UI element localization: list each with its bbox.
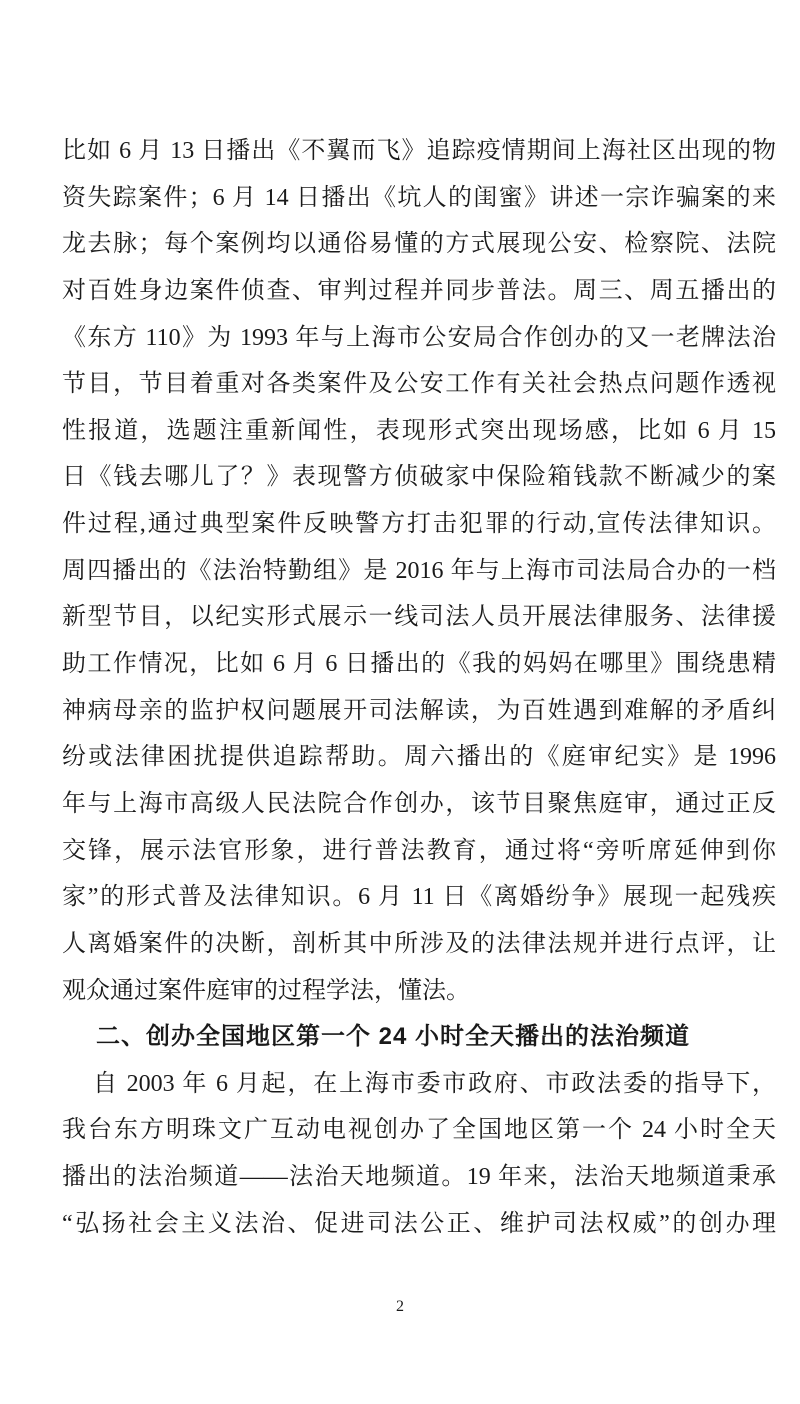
text-line: 我台东方明珠文广互动电视创办了全国地区第一个 24 小时全天 bbox=[62, 1117, 776, 1144]
text-line: 《东方 110》为 1993 年与上海市公安局合作创办的又一老牌法治 bbox=[62, 324, 776, 351]
text-line: 性报道，选题注重新闻性，表现形式突出现场感，比如 6 月 15 bbox=[62, 417, 776, 444]
text-line: 资失踪案件；6 月 14 日播出《坑人的闺蜜》讲述一宗诈骗案的来 bbox=[62, 184, 776, 211]
text-line: 自 2003 年 6 月起，在上海市委市政府、市政法委的指导下， bbox=[93, 1070, 776, 1097]
page-number: 2 bbox=[396, 1298, 404, 1315]
text-line: 年与上海市高级人民法院合作创办，该节目聚焦庭审，通过正反 bbox=[62, 790, 776, 817]
text-line: 龙去脉；每个案例均以通俗易懂的方式展现公安、检察院、法院 bbox=[62, 231, 776, 258]
text-line: 对百姓身边案件侦查、审判过程并同步普法。周三、周五播出的 bbox=[62, 277, 776, 304]
text-line: 纷或法律困扰提供追踪帮助。周六播出的《庭审纪实》是 1996 bbox=[62, 744, 776, 771]
text-line: 助工作情况，比如 6 月 6 日播出的《我的妈妈在哪里》围绕患精 bbox=[62, 651, 776, 678]
text-line: 日《钱去哪儿了？》表现警方侦破家中保险箱钱款不断减少的案 bbox=[62, 464, 776, 491]
text-block bbox=[62, 128, 776, 1247]
text-line: 比如 6 月 13 日播出《不翼而飞》追踪疫情期间上海社区出现的物 bbox=[62, 138, 776, 164]
text-line: 新型节目，以纪实形式展示一线司法人员开展法律服务、法律援 bbox=[62, 604, 776, 631]
section-heading: 二、创办全国地区第一个 24 小时全天播出的法治频道 bbox=[96, 1023, 691, 1051]
text-line: 件过程,通过典型案件反映警方打击犯罪的行动,宣传法律知识。 bbox=[62, 511, 776, 538]
text-line: 神病母亲的监护权问题展开司法解读，为百姓遇到难解的矛盾纠 bbox=[62, 697, 776, 724]
text-line: 家”的形式普及法律知识。6 月 11 日《离婚纷争》展现一起残疾 bbox=[62, 884, 776, 911]
text-line: “弘扬社会主义法治、促进司法公正、维护司法权威”的创办理 bbox=[62, 1210, 776, 1237]
text-line: 周四播出的《法治特勤组》是 2016 年与上海市司法局合办的一档 bbox=[62, 557, 776, 584]
text-line: 人离婚案件的决断，剖析其中所涉及的法律法规并进行点评，让 bbox=[62, 930, 776, 957]
text-line: 观众通过案件庭审的过程学法，懂法。 bbox=[62, 977, 470, 1004]
text-line: 节目，节目着重对各类案件及公安工作有关社会热点问题作透视 bbox=[62, 371, 776, 398]
text-line: 播出的法治频道——法治天地频道。19 年来，法治天地频道秉承 bbox=[62, 1164, 776, 1191]
text-line: 交锋，展示法官形象，进行普法教育，通过将“旁听席延伸到你 bbox=[62, 837, 776, 864]
